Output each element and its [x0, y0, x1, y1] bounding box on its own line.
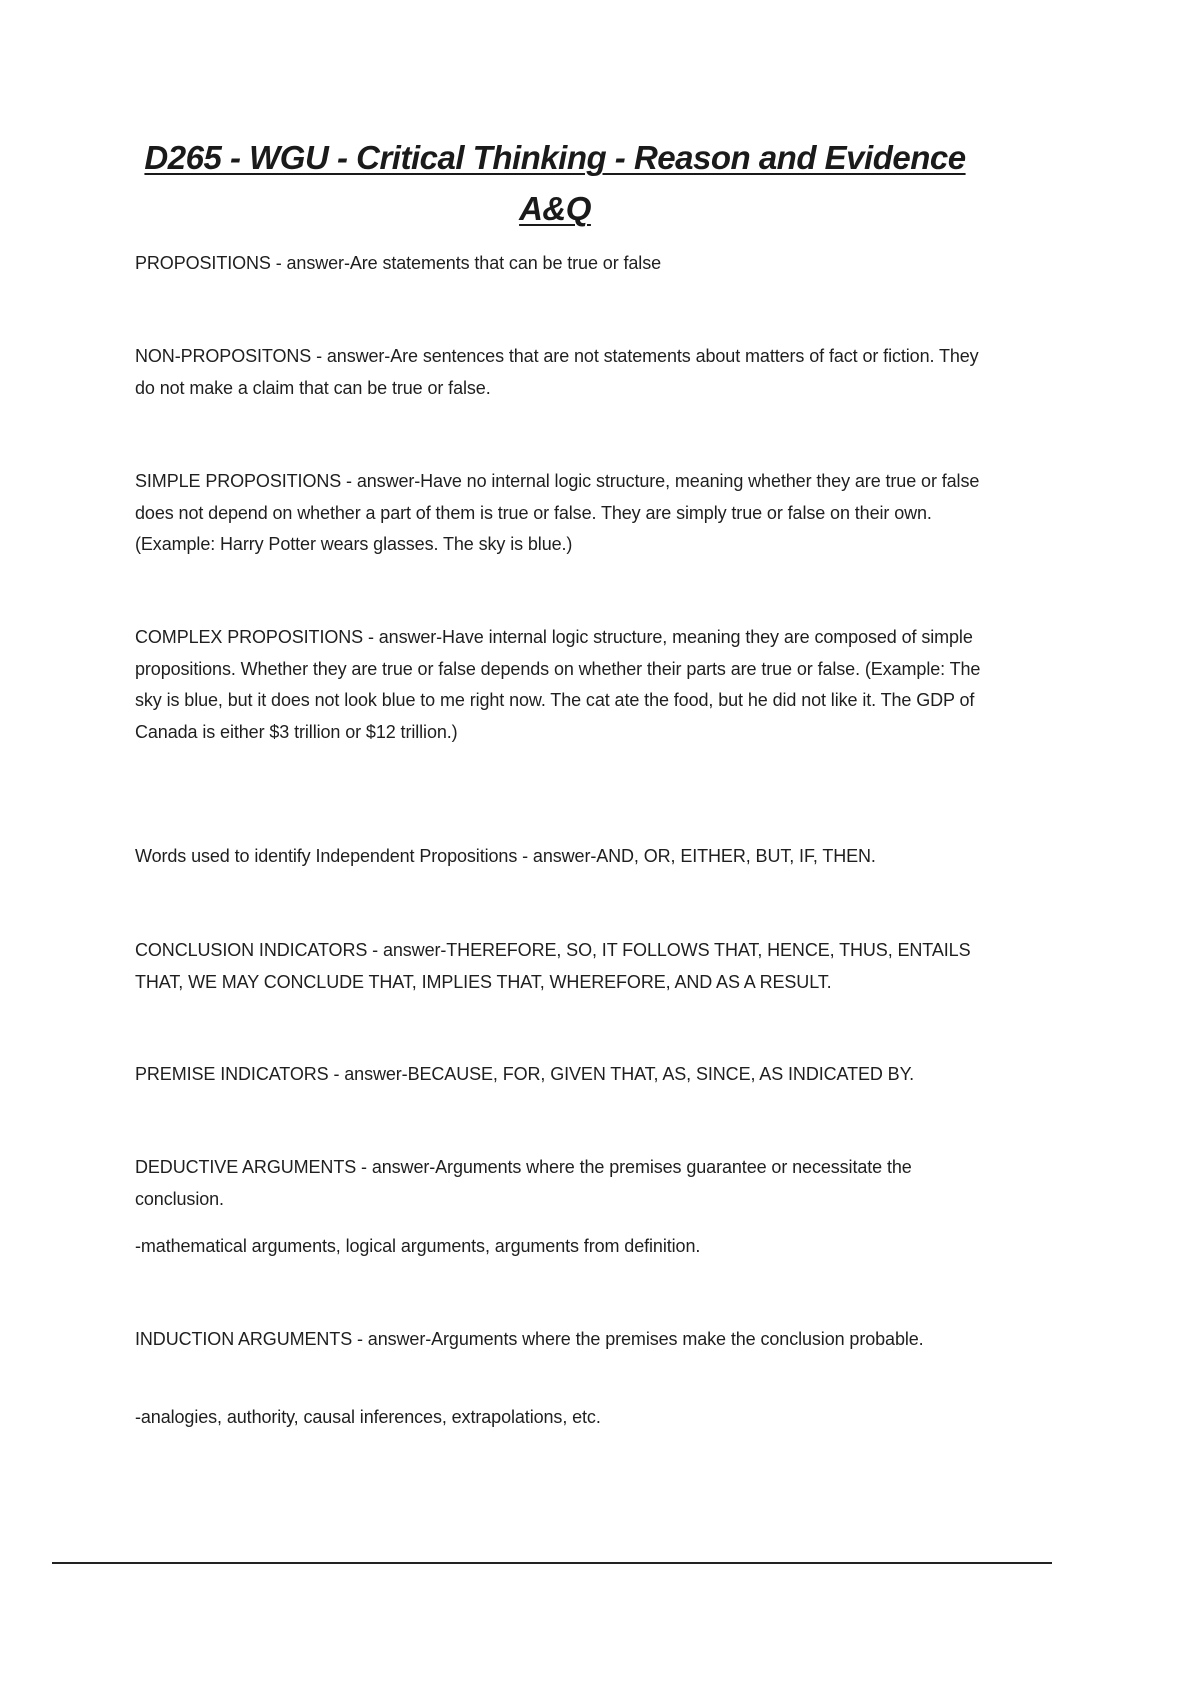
entry-induction-examples: -analogies, authority, causal inferences, extrapolations, etc. [135, 1407, 601, 1427]
entry-propositions: PROPOSITIONS - answer-Are statements that can be true or false [135, 253, 662, 273]
entry-deductive-arguments: DEDUCTIVE ARGUMENTS - answer-Arguments where the premises guarantee or necessitate the conclusion. [135, 1157, 912, 1209]
document-title [0, 132, 1110, 234]
entry-simple-propositions: SIMPLE PROPOSITIONS - answer-Have no internal logic structure, meaning whether they are true or false does not depend on whether a part of them is true or false. They are simply true or false on their own. (Example: Harry Potter wears glasses. The sky is blue.) [135, 471, 980, 554]
entry-independent-proposition-words: Words used to identify Independent Propositions - answer-AND, OR, EITHER, BUT, IF, THEN. [135, 846, 876, 866]
document-title-line-2: A&Q [519, 190, 591, 227]
entry-induction-arguments: INDUCTION ARGUMENTS - answer-Arguments where the premises make the conclusion probable. [135, 1329, 924, 1349]
page-bottom-rule [52, 1562, 1052, 1564]
entry-conclusion-indicators: CONCLUSION INDICATORS - answer-THEREFORE, SO, IT FOLLOWS THAT, HENCE, THUS, ENTAILS THAT, WE MAY CONCLUDE THAT, IMPLIES THAT, WHEREFORE, AND AS A RESULT. [135, 940, 971, 992]
entry-complex-propositions: COMPLEX PROPOSITIONS - answer-Have internal logic structure, meaning they are composed of simple propositions. Whether they are true or false depends on whether their parts are true or false. (Example: The sky is blue, but it does not look blue to me right now. The cat ate the food, but he did not like it. The GDP of Canada is either $3 trillion or $12 trillion.) [135, 627, 981, 742]
entry-deductive-examples: -mathematical arguments, logical arguments, arguments from definition. [135, 1236, 701, 1256]
entry-premise-indicators: PREMISE INDICATORS - answer-BECAUSE, FOR, GIVEN THAT, AS, SINCE, AS INDICATED BY. [135, 1064, 915, 1084]
entry-non-propositions: NON-PROPOSITONS - answer-Are sentences that are not statements about matters of fact or fiction. They do not make a claim that can be true or false. [135, 346, 979, 398]
document-title-line-1: D265 - WGU - Critical Thinking - Reason and Evidence [144, 139, 966, 176]
